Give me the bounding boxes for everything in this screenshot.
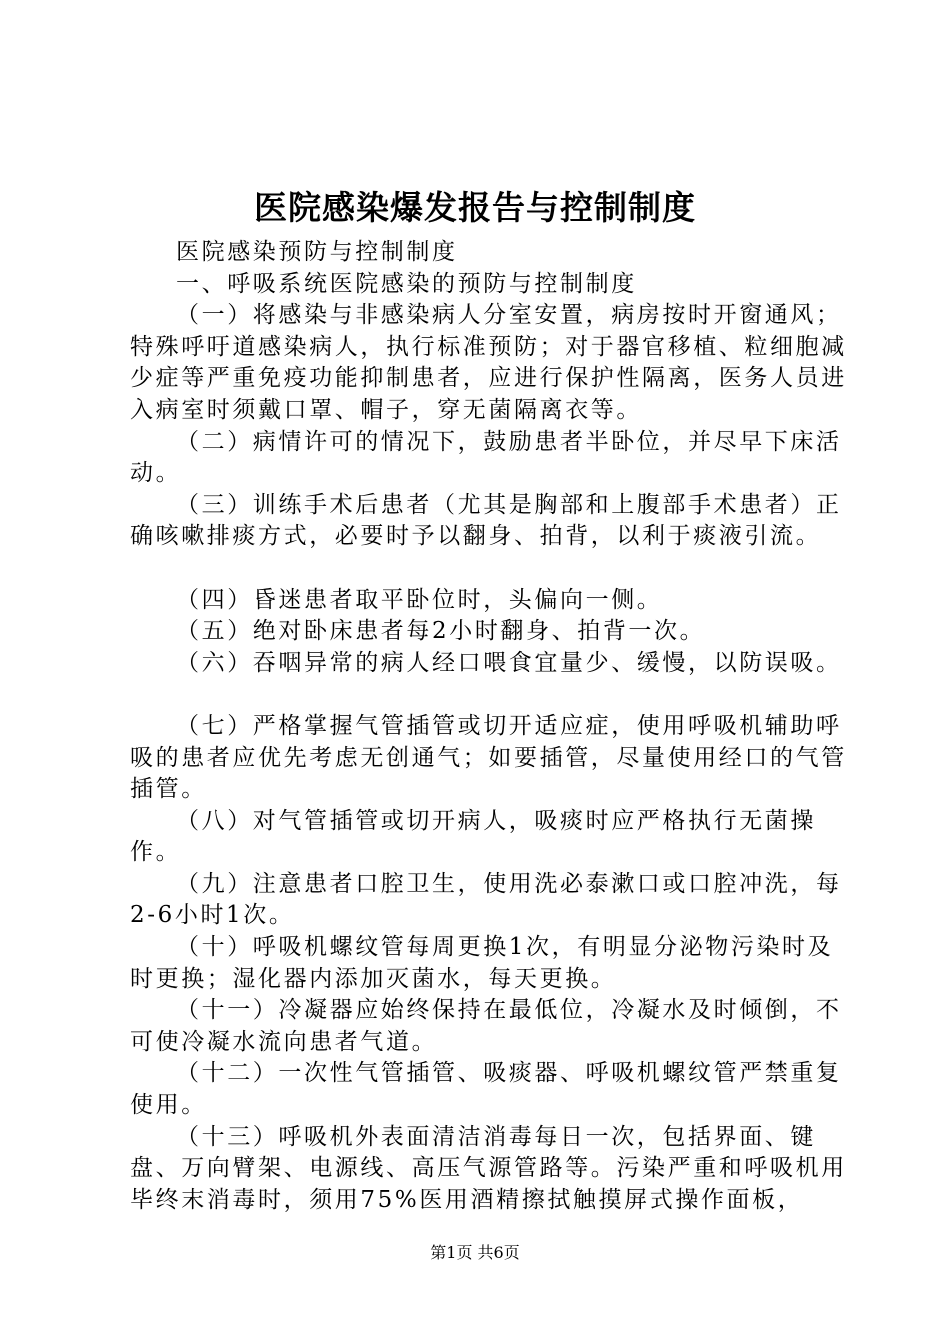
page-footer: 第1页 共6页 [430,1243,520,1262]
paragraph-item-12: （十二）一次性气管插管、吸痰器、呼吸机螺纹管严禁重复使用。 [130,1060,842,1119]
paragraph-item-9: （九）注意患者口腔卫生，使用洗必泰漱口或口腔冲洗，每2-6小时1次。 [130,870,842,929]
paragraph-item-10: （十）呼吸机螺纹管每周更换1次，有明显分泌物污染时及时更换；湿化器内添加灭菌水，每天更换。 [130,934,834,992]
paragraph-item-6: （六）吞咽异常的病人经口喂食宜量少、缓慢，以防误吸。 [176,649,842,676]
paragraph-section-heading: 一、呼吸系统医院感染的预防与控制制度 [176,270,637,297]
document-title: 医院感染爆发报告与控制制度 [254,188,696,227]
paragraph-item-2: （二）病情许可的情况下，鼓励患者半卧位，并尽早下床活动。 [130,428,842,487]
paragraph-item-1: （一）将感染与非感染病人分室安置，病房按时开窗通风；特殊呼吁道感染病人，执行标准预防；对于器官移植、粒细胞减少症等严重免疫功能抑制患者，应进行保护性隔离，医务人员进入病室时须戴口罩、帽子，穿无菌隔离衣等。 [130,302,847,423]
paragraph-item-11: （十一）冷凝器应始终保持在最低位，冷凝水及时倾倒，不可使冷凝水流向患者气道。 [130,997,842,1055]
paragraph-item-13: （十三）呼吸机外表面清洁消毒每日一次，包括界面、键盘、万向臂架、电源线、高压气源管路等。污染严重和呼吸机用毕终末消毒时，须用75%医用酒精擦拭触摸屏式操作面板， [130,1123,847,1213]
document-body [130,237,850,1216]
paragraph-item-3: （三）训练手术后患者（尤其是胸部和上腹部手术患者）正确咳嗽排痰方式，必要时予以翻身、拍背，以利于痰液引流。 [130,491,842,550]
paragraph-item-4: （四）昏迷患者取平卧位时，头偏向一侧。 [176,586,663,613]
paragraph-subtitle: 医院感染预防与控制制度 [176,239,458,265]
paragraph-item-5: （五）绝对卧床患者每2小时翻身、拍背一次。 [176,618,706,645]
paragraph-item-7: （七）严格掌握气管插管或切开适应症，使用呼吸机辅助呼吸的患者应优先考虑无创通气；如要插管，尽量使用经口的气管插管。 [130,712,847,803]
paragraph-item-8: （八）对气管插管或切开病人，吸痰时应严格执行无菌操作。 [130,807,816,866]
